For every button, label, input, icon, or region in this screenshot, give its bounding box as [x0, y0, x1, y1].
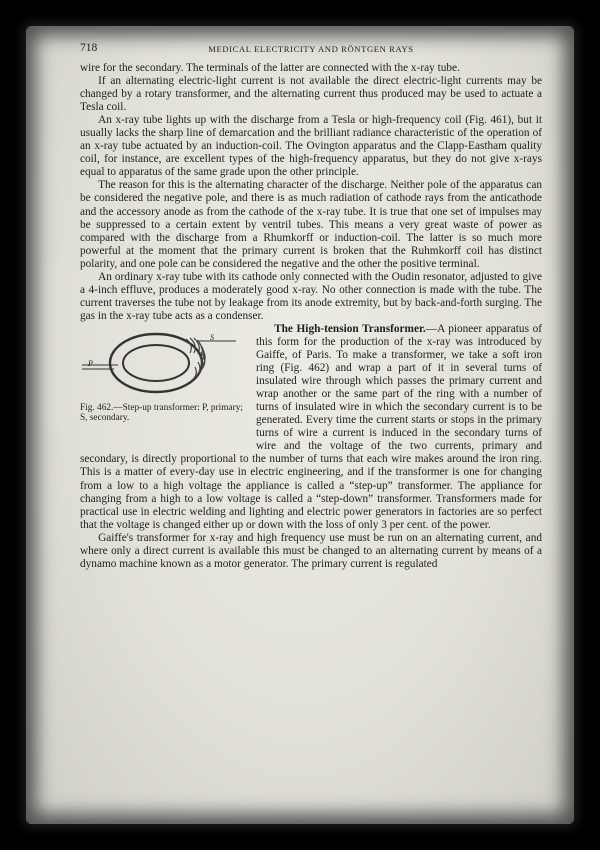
- transformer-ring-illustration: [78, 325, 244, 405]
- figure-462: [78, 325, 244, 443]
- paragraph-4: [80, 271, 542, 323]
- paragraph-1: If an alternating electric-light current is not available the direct electric-light currents may be changed by a rotary transformer, and the alternating current thus produced may be used to actuate a Tesla coil.: [80, 75, 542, 114]
- section-heading: The High-tension Transformer.: [274, 322, 426, 335]
- page-header: [80, 40, 542, 62]
- paragraph-0: wire for the secondary. The terminals of the latter are connected with the x-ray tube.: [80, 62, 460, 74]
- page-content: [80, 40, 542, 571]
- paragraph-2: An x-ray tube lights up with the discharge from a Tesla or high-frequency coil (Fig. 461), but it usually lacks the sharp line of demarcation and the brilliant radiance characteristic of the operation of an x-ray tube actuated by an induction-coil. The Ovington apparatus and the Clapp-Eastham quality coil, for instance, are excellent types of the high-frequency apparatus, but they do not give x-rays equal to apparatus of the same grade upon the other principle.: [80, 114, 542, 179]
- running-title: MEDICAL ELECTRICITY AND RÖNTGEN RAYS: [208, 44, 414, 54]
- figure-caption: Fig. 462.—Step-up transformer: P, primary; S, secondary.: [80, 402, 243, 424]
- paragraph-6: Gaiffe's transformer for x-ray and high frequency use must be run on an alternating current, and where only a direct current is available this must be changed to an alternating current by means of a dynamo machine known as a motor generator. The primary current is regulated: [80, 531, 542, 570]
- label-primary: P: [88, 358, 93, 368]
- paragraph-4-text: An ordinary x-ray tube with its cathode only connected with the Oudin resonator, adjusted to give a 4-inch effluve, produces a moderately good x-ray. No other connection is made with the tube. The current traverses the tube not by leakage from its anode extremity, but by back-and-forth surging. The gas in the x-ray tube acts as a condenser.: [80, 270, 542, 322]
- book-page: [26, 26, 574, 824]
- paragraph-3: The reason for this is the alternating character of the discharge. Neither pole of the apparatus can be considered the negative pole, and there is as much radiation of cathode rays from the anticathode and the accessory anode as from the cathode of the x-ray tube. It is true that one set of impulses may be suppressed to a certain extent by ventril tubes. This means a very great waste of power as compared with the discharge from a Rhumkorff or induction-coil. The latter is so much more powerful at the moment that the primary current is broken that the Ruhmkorff coil has distinct polarity, and one pole can be considered the negative and the other the positive terminal.: [80, 179, 542, 270]
- page-number: 718: [80, 42, 98, 54]
- paragraph-5-text: —A pioneer apparatus of this form for the production of the x-ray was introduced by Gaiffe, of Paris. To make a transformer, we take a soft iron ring (Fig. 462) and wrap a part of it in several turns of insulated wire through which passes the primary current and wrap another or the same part of the ring with a number of turns of insulated wire in which the secondary current is to be generated. Every time the current starts or stops in the primary turns of wire a current is induced in the secondary turns of wire and the voltage of the two currents, primary and secondary, is directly proportional to the number of turns that each wire makes around the iron ring. This is a matter of every-day use in electric engineering, and if the transformer is one for changing from a low to a high voltage the appliance is called a “step-up” transformer. The appliance for changing from a high to a low voltage is called a “step-down” transformer. Transformers made for practical use in electric welding and lighting and electric power generators in factories are so perfect that the voltage is changed either up or down with the loss of only 3 per cent. of the power.: [80, 322, 543, 531]
- label-secondary: S: [210, 332, 214, 342]
